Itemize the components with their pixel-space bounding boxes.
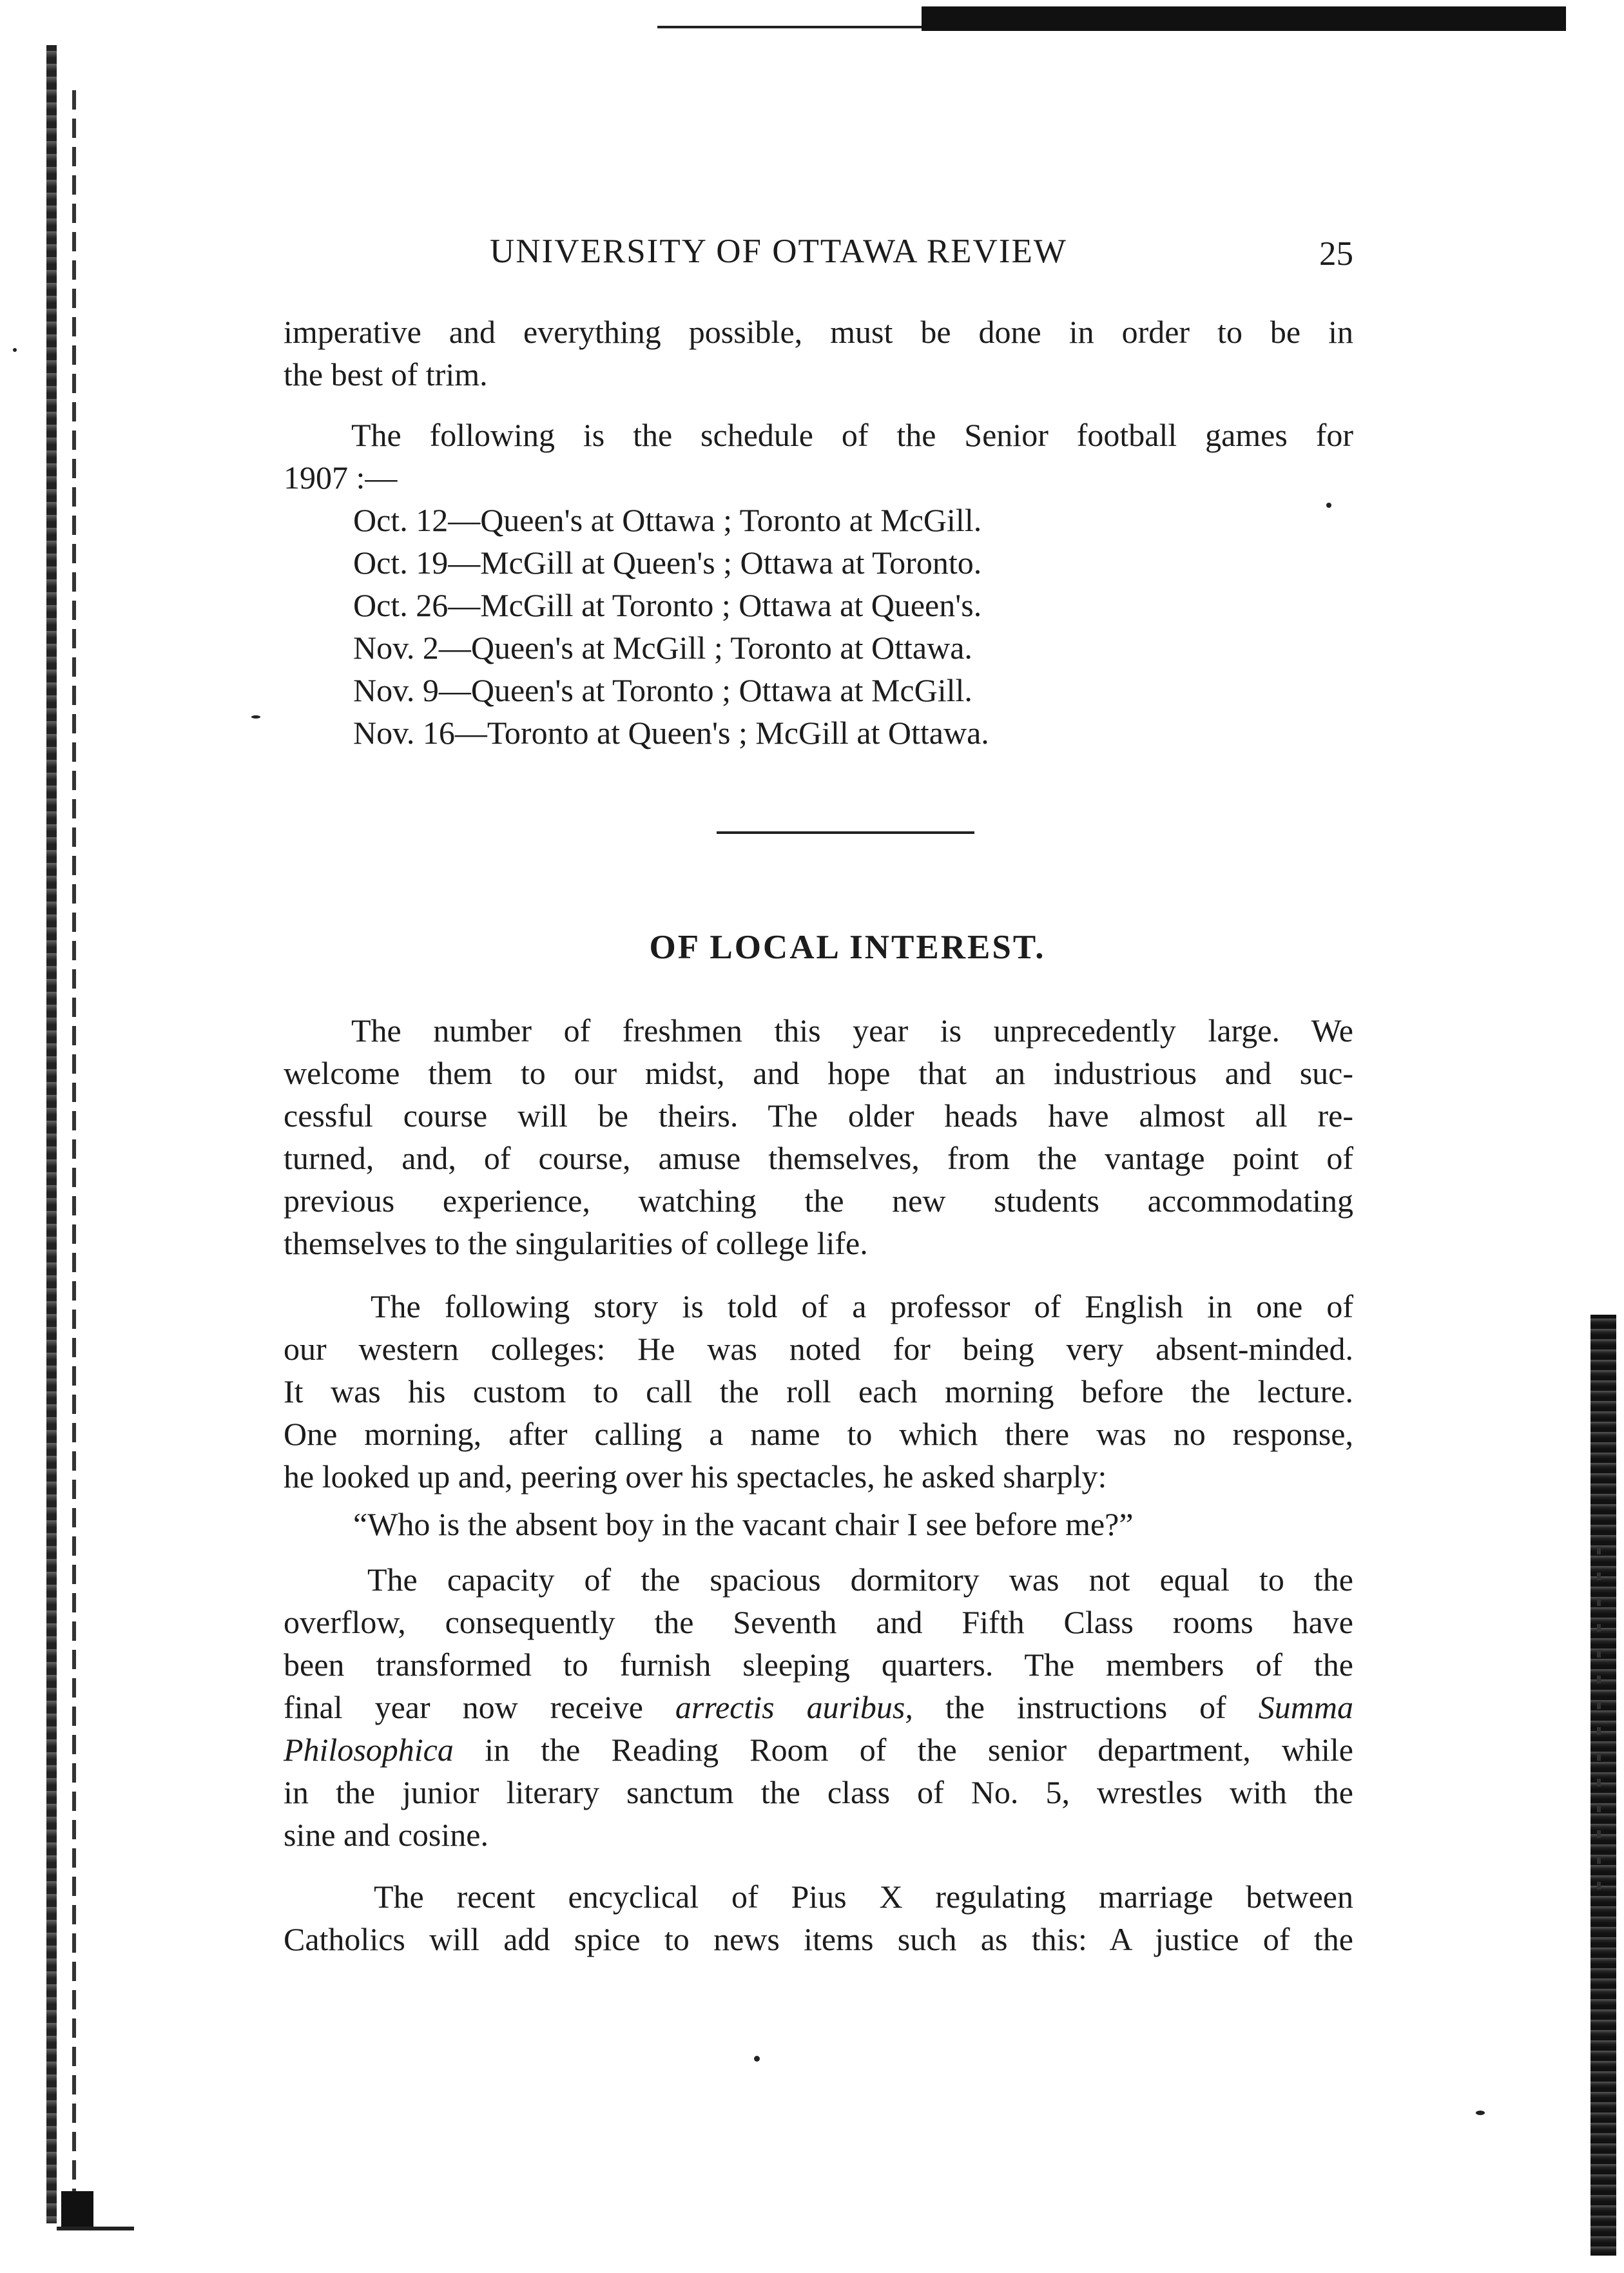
scan-right-margin-marks <box>1597 1547 1601 1908</box>
text-line: sine and cosine. <box>284 1817 488 1853</box>
paragraph-freshmen <box>284 1009 1353 1264</box>
text-line: been transformed to furnish sleeping quarters. The members of the <box>284 1647 1353 1683</box>
text-line: Catholics will add spice to news items such as this: A justice of the <box>284 1921 1353 1957</box>
page-number: 25 <box>1319 235 1353 273</box>
text-line: in the junior literary sanctum the class of No. 5, wrestles with the <box>284 1774 1353 1810</box>
scan-speck <box>251 715 260 719</box>
text-line: he looked up and, peering over his spectacles, he asked sharply: <box>284 1458 1107 1494</box>
opening-paragraph <box>284 311 1353 396</box>
scan-speck <box>1476 2111 1485 2115</box>
text-fragment: in the Reading Room of the senior department, while <box>453 1732 1353 1768</box>
text-fragment: final year now receive <box>284 1689 675 1725</box>
italic-phrase: Philosophica <box>284 1732 454 1768</box>
text-line: themselves to the singularities of college life. <box>284 1225 868 1261</box>
scan-left-foot-rule <box>57 2227 134 2230</box>
text-line: turned, and, of course, amuse themselves, from the vantage point of <box>284 1140 1353 1176</box>
text-line: The recent encyclical of Pius X regulating marriage between <box>374 1879 1353 1915</box>
text-line: the best of trim. <box>284 356 488 392</box>
text-line: The capacity of the spacious dormitory was not equal to the <box>367 1562 1353 1598</box>
scan-right-edge <box>1590 1315 1616 2256</box>
schedule-entry: Oct. 26—McGill at Toronto ; Ottawa at Queen's. <box>353 587 982 623</box>
section-heading: OF LOCAL INTEREST. <box>649 929 1046 966</box>
schedule-entry: Oct. 19—McGill at Queen's ; Ottawa at Toronto. <box>353 545 982 581</box>
text-line: The following is the schedule of the Senior football games for <box>351 417 1353 453</box>
schedule-intro <box>284 414 1353 499</box>
quotation: “Who is the absent boy in the vacant chair I see before me?” <box>353 1506 1134 1542</box>
section-divider <box>717 831 974 834</box>
scan-speck <box>1326 503 1331 508</box>
paragraph-professor <box>284 1285 1353 1498</box>
text-line: our western colleges: He was noted for being very absent-minded. <box>284 1331 1353 1367</box>
italic-phrase: Summa <box>1258 1689 1353 1725</box>
text-line-with-italics <box>284 1728 1353 1771</box>
text-line: cessful course will be theirs. The older heads have almost all re- <box>284 1098 1353 1134</box>
scan-speck <box>754 2056 760 2062</box>
text-line: imperative and everything possible, must be done in order to be in <box>284 314 1353 350</box>
text-line: welcome them to our midst, and hope that an industrious and suc- <box>284 1055 1353 1091</box>
italic-phrase: arrectis auribus, <box>675 1689 913 1725</box>
football-schedule <box>353 499 989 754</box>
text-line: 1907 :— <box>284 459 398 496</box>
text-fragment: the instructions of <box>913 1689 1259 1725</box>
scan-left-binding <box>46 45 57 2223</box>
scan-left-binding-shadow <box>72 90 76 2217</box>
text-line: It was his custom to call the roll each morning before the lecture. <box>284 1373 1353 1409</box>
schedule-entry: Oct. 12—Queen's at Ottawa ; Toronto at McGill. <box>353 502 982 538</box>
scan-left-blot <box>61 2191 93 2230</box>
text-line: overflow, consequently the Seventh and Fifth Class rooms have <box>284 1604 1353 1640</box>
text-line-with-italics <box>284 1686 1353 1728</box>
schedule-entry: Nov. 2—Queen's at McGill ; Toronto at Ottawa. <box>353 630 972 666</box>
text-line: One morning, after calling a name to which there was no response, <box>284 1416 1353 1452</box>
paragraph-encyclical <box>284 1875 1353 1960</box>
running-head <box>284 232 1353 277</box>
text-line: The following story is told of a professor of English in one of <box>371 1288 1353 1324</box>
text-line: previous experience, watching the new students accommodating <box>284 1183 1353 1219</box>
schedule-entry: Nov. 16—Toronto at Queen's ; McGill at Ottawa. <box>353 715 989 751</box>
text-line: The number of freshmen this year is unprecedently large. We <box>351 1012 1353 1049</box>
scan-speck <box>13 348 17 352</box>
paragraph-dormitory <box>284 1558 1353 1856</box>
schedule-entry: Nov. 9—Queen's at Toronto ; Ottawa at McGill. <box>353 672 972 708</box>
scan-top-edge <box>922 6 1566 31</box>
running-head-title: UNIVERSITY OF OTTAWA REVIEW <box>490 233 1067 270</box>
